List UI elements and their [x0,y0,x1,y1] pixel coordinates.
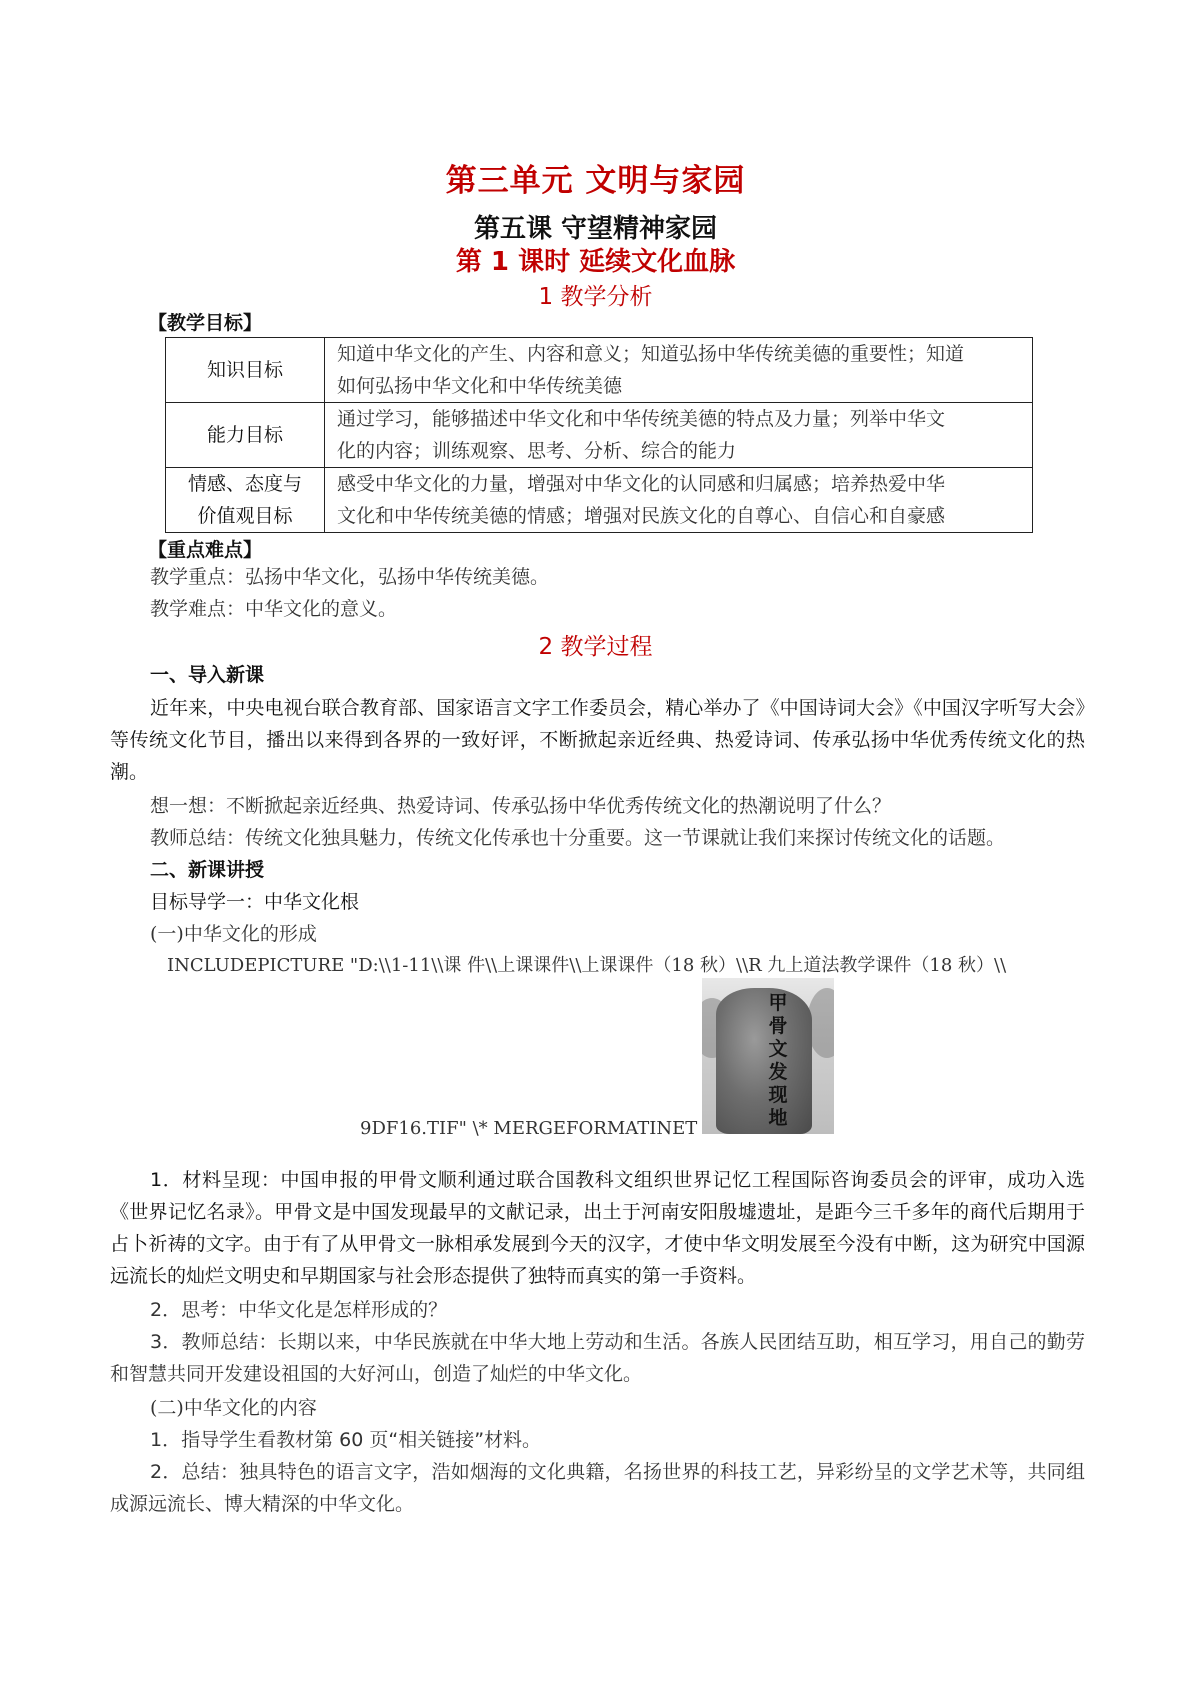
teacher-summary: 教师总结：传统文化独具魅力，传统文化传承也十分重要。这一节课就让我们来探讨传统文化的话题。 [150,827,1006,849]
include-field-line2: 9DF16.TIF" \* MERGEFORMATINET [360,1118,698,1139]
goal-line: 感受中华文化的力量，增强对中华文化的认同感和归属感；培养热爱中华 [337,473,946,495]
goal1-title: 目标导学一：中华文化根 [150,891,360,913]
material-paragraph: 1．材料呈现：中国申报的甲骨文顺利通过联合国教科文组织世界记忆工程国际咨询委员会的评审，成功入选《世界记忆名录》。甲骨文是中国发现最早的文献记录，出土于河南安阳殷墟遗址，是距今三千多年的商代后期用于占卜祈祷的文字。由于有了从甲骨文一脉相承发展到今天的汉字，才使中华文明发展至今没有中断，这为研究中国源远流长的灿烂文明史和早期国家与社会形态提供了独特而真实的第一手资料。 [110,1169,1085,1287]
table-row [166,403,1033,468]
part1-title: 一、导入新课 [150,664,265,686]
part2-title: 二、新课讲授 [150,859,265,881]
think-question: 想一想：不断掀起亲近经典、热爱诗词、传承弘扬中华优秀传统文化的热潮说明了什么？ [150,795,892,817]
oracle-bone-site-photo [702,978,834,1134]
table-row [166,338,1033,403]
goal-line: 文化和中华传统美德的情感；增强对民族文化的自尊心、自信心和自豪感 [337,505,946,527]
content-item-2: 2．总结：独具特色的语言文字，浩如烟海的文化典籍，名扬世界的科技工艺，异彩纷呈的文学艺术等，共同组成源远流长、博大精深的中华文化。 [110,1461,1085,1515]
sub1-title: (一)中华文化的形成 [150,923,317,945]
goal-line: 知道中华文化的产生、内容和意义；知道弘扬中华传统美德的重要性；知道 [337,343,965,365]
goal-line: 化的内容；训练观察、思考、分析、综合的能力 [337,440,737,462]
key-focus: 教学重点：弘扬中华文化，弘扬中华传统美德。 [150,566,550,588]
goal-key: 知识目标 [166,338,325,403]
goals-label: 【教学目标】 [148,312,263,334]
goal-value [325,403,1033,468]
teacher-summary-2: 3．教师总结：长期以来，中华民族就在中华大地上劳动和生活。各族人民团结互助，相互学习，用自己的勤劳和智慧共同开发建设祖国的大好河山，创造了灿烂的中华文化。 [110,1331,1085,1385]
sub2-title: (二)中华文化的内容 [150,1397,317,1419]
stone-monument [716,988,812,1134]
period-title: 第 1 课时 延续文化血脉 [455,247,736,277]
keypoints-label: 【重点难点】 [148,539,263,561]
section-title-analysis: 1 教学分析 [538,284,653,310]
goal-key-line: 情感、态度与 [187,473,302,495]
photo-caption: 甲骨文发现地 [768,992,788,1129]
content-item-1: 1．指导学生看教材第 60 页“相关链接”材料。 [150,1429,542,1451]
include-field-line1: INCLUDEPICTURE "D:\\1-11\\课 件\\上课课件\\上课课件（18 秋）\\R 九上道法教学课件（18 秋）\\ [167,955,1007,976]
goal-line: 如何弘扬中华文化和中华传统美德 [337,375,623,397]
goal-key [166,468,325,533]
goals-table [165,337,1033,533]
goal-value [325,338,1033,403]
key-difficulty: 教学难点：中华文化的意义。 [150,598,398,620]
goal-line: 通过学习，能够描述中华文化和中华传统美德的特点及力量；列举中华文 [337,408,946,430]
goal-key-line: 价值观目标 [197,505,293,527]
intro-paragraph: 近年来，中央电视台联合教育部、国家语言文字工作委员会，精心举办了《中国诗词大会》《中国汉字听写大会》等传统文化节目，播出以来得到各界的一致好评，不断掀起亲近经典、热爱诗词、传承弘扬中华优秀传统文化的热潮。 [110,697,1085,783]
goal-value [325,468,1033,533]
lesson-title: 第五课 守望精神家园 [473,214,718,244]
unit-title: 第三单元 文明与家园 [445,163,746,199]
section-title-process: 2 教学过程 [538,634,653,660]
table-row [166,468,1033,533]
question-2: 2．思考：中华文化是怎样形成的？ [150,1299,448,1321]
goal-key: 能力目标 [166,403,325,468]
